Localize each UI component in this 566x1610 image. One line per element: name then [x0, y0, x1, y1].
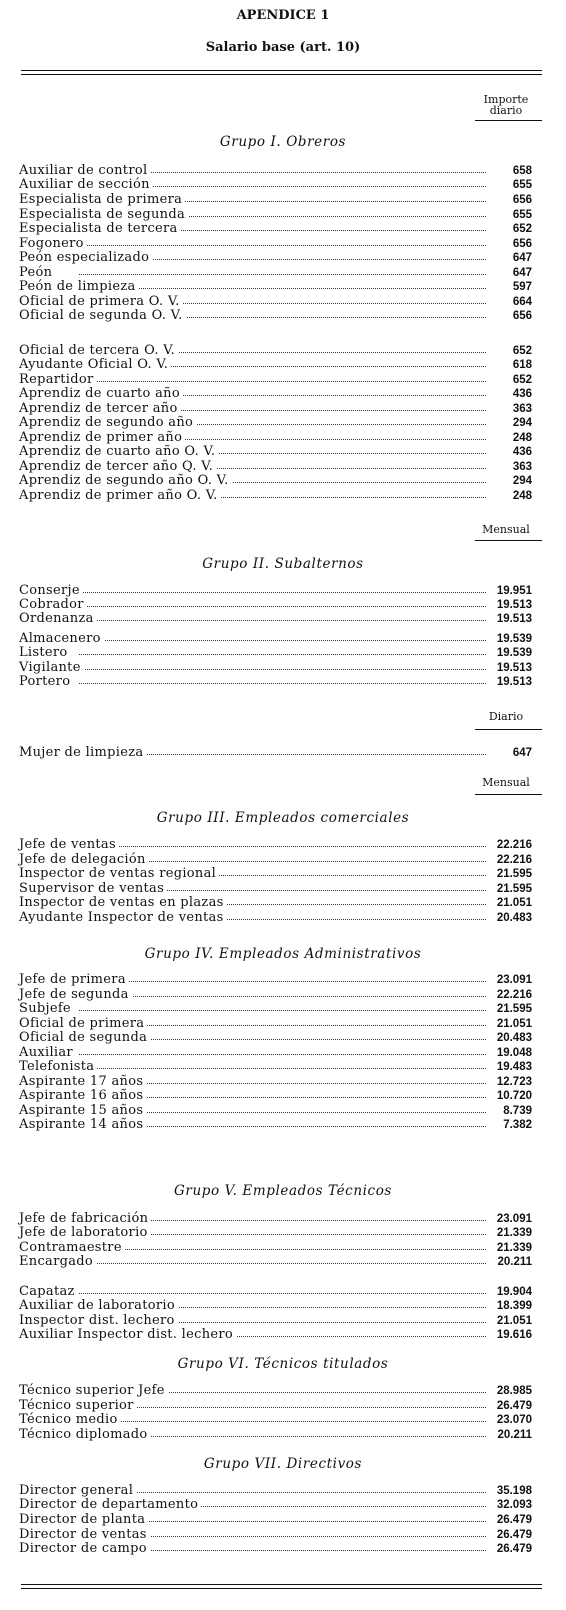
row-value: 652 — [512, 223, 532, 235]
table-row — [19, 237, 532, 251]
table-row — [19, 402, 532, 416]
row-label: Director de ventas — [19, 1528, 150, 1542]
row-label: Aprendiz de cuarto año O. V. — [19, 445, 218, 459]
dot-leader — [79, 606, 486, 607]
row-label: Vigilante — [19, 661, 84, 675]
row-value: 658 — [512, 165, 532, 177]
row-label: Telefonista — [19, 1060, 97, 1074]
row-value: 8.739 — [503, 1105, 532, 1117]
row-label: Director de departamento — [19, 1498, 201, 1512]
table-row — [19, 358, 532, 372]
row-value: 20.483 — [496, 912, 532, 924]
row-label: Mujer de limpieza — [19, 746, 146, 760]
column-header-rule — [475, 540, 542, 541]
row-value: 19.904 — [496, 1286, 532, 1298]
row-value: 618 — [512, 359, 532, 371]
row-label: Aspirante 15 años — [19, 1104, 146, 1118]
row-label: Oficial de segunda O. V. — [19, 309, 186, 323]
dot-leader — [79, 981, 486, 982]
row-value: 22.216 — [496, 989, 532, 1001]
table-row — [19, 222, 532, 236]
table-row — [19, 598, 532, 612]
column-header-mensual-1: Mensual — [482, 523, 530, 536]
table-row — [19, 295, 532, 309]
dot-leader — [79, 683, 486, 684]
table-row — [19, 1002, 532, 1016]
row-label: Jefe de primera — [19, 973, 129, 987]
row-value: 7.382 — [503, 1119, 532, 1131]
row-label: Peón de limpieza — [19, 280, 139, 294]
table-row — [19, 1118, 532, 1132]
row-value: 655 — [512, 209, 532, 221]
row-label: Ordenanza — [19, 612, 97, 626]
row-label: Aspirante 17 años — [19, 1075, 146, 1089]
row-label: Especialista de segunda — [19, 208, 188, 222]
table-row — [19, 1399, 532, 1413]
row-label: Repartidor — [19, 373, 97, 387]
row-label: Subjefe — [19, 1002, 74, 1016]
row-label: Auxiliar de control — [19, 164, 150, 178]
table-row — [19, 1513, 532, 1527]
row-label: Aprendiz de cuarto año — [19, 387, 183, 401]
row-value: 363 — [512, 461, 532, 473]
row-value: 19.539 — [496, 633, 532, 645]
row-value: 294 — [512, 417, 532, 429]
row-value: 26.479 — [496, 1529, 532, 1541]
row-label: Oficial de tercera O. V. — [19, 344, 178, 358]
row-value: 35.198 — [496, 1485, 532, 1497]
table-row — [19, 838, 532, 852]
row-label: Fogonero — [19, 237, 87, 251]
row-label: Auxiliar Inspector dist. lechero — [19, 1328, 236, 1342]
row-label: Director general — [19, 1484, 136, 1498]
table-row — [19, 178, 532, 192]
row-value: 20.483 — [496, 1032, 532, 1044]
row-value: 655 — [512, 179, 532, 191]
row-label: Técnico superior — [19, 1399, 137, 1413]
table-row — [19, 266, 532, 280]
row-value: 21.595 — [496, 1003, 532, 1015]
table-row — [19, 280, 532, 294]
table-row — [19, 1314, 532, 1328]
table-row — [19, 988, 532, 1002]
row-label: Jefe de fabricación — [19, 1212, 151, 1226]
table-row — [19, 1226, 532, 1240]
row-label: Aprendiz de tercer año Q. V. — [19, 460, 216, 474]
row-value: 363 — [512, 403, 532, 415]
row-label: Inspector dist. lechero — [19, 1314, 178, 1328]
row-value: 19.513 — [496, 662, 532, 674]
row-value: 19.483 — [496, 1061, 532, 1073]
row-label: Oficial de segunda — [19, 1031, 150, 1045]
row-value: 21.339 — [496, 1242, 532, 1254]
row-label: Aprendiz de segundo año O. V. — [19, 474, 232, 488]
column-header-rule — [475, 729, 542, 730]
row-value: 28.985 — [496, 1385, 532, 1397]
top-rule-2 — [21, 74, 542, 75]
table-row — [19, 1031, 532, 1045]
column-header-mensual-2: Mensual — [482, 776, 530, 789]
row-value: 10.720 — [496, 1090, 532, 1102]
group-heading-6: Grupo VI. Técnicos titulados — [177, 1356, 389, 1372]
dot-leader — [79, 1068, 486, 1069]
dot-leader — [79, 274, 486, 275]
dot-leader — [79, 1421, 486, 1422]
dot-leader — [79, 1492, 486, 1493]
row-value: 248 — [512, 490, 532, 502]
table-row — [19, 251, 532, 265]
row-value: 21.339 — [496, 1227, 532, 1239]
dot-leader — [79, 640, 486, 641]
row-label: Jefe de laboratorio — [19, 1226, 151, 1240]
table-row — [19, 1089, 532, 1103]
table-row — [19, 646, 532, 660]
row-value: 19.513 — [496, 613, 532, 625]
row-value: 436 — [512, 446, 532, 458]
row-value: 20.211 — [497, 1429, 532, 1441]
row-label: Ayudante Inspector de ventas — [19, 911, 227, 925]
group-heading-1: Grupo I. Obreros — [219, 134, 347, 150]
row-value: 19.048 — [496, 1047, 532, 1059]
row-label: Inspector de ventas regional — [19, 867, 219, 881]
row-label: Aprendiz de primer año — [19, 431, 185, 445]
row-label: Auxiliar de laboratorio — [19, 1299, 178, 1313]
top-rule-1 — [21, 70, 542, 71]
row-value: 21.051 — [496, 897, 532, 909]
row-value: 18.399 — [496, 1300, 532, 1312]
table-row — [19, 632, 532, 646]
table-row — [19, 867, 532, 881]
row-value: 248 — [512, 432, 532, 444]
row-label: Encargado — [19, 1255, 96, 1269]
row-value: 19.513 — [496, 599, 532, 611]
table-row — [19, 431, 532, 445]
dot-leader — [79, 1407, 486, 1408]
dot-leader — [79, 1263, 486, 1264]
dot-leader — [79, 1010, 486, 1011]
row-label: Capataz — [19, 1285, 78, 1299]
dot-leader — [79, 1293, 486, 1294]
table-row — [19, 1017, 532, 1031]
row-label: Auxiliar — [19, 1046, 76, 1060]
table-row — [19, 1498, 532, 1512]
table-row — [19, 1241, 532, 1255]
row-value: 21.051 — [496, 1018, 532, 1030]
group-heading-4: Grupo IV. Empleados Administrativos — [144, 946, 422, 962]
row-value: 23.091 — [496, 974, 532, 986]
table-row — [19, 584, 532, 598]
table-row — [19, 896, 532, 910]
table-row — [19, 193, 532, 207]
row-label: Aspirante 14 años — [19, 1118, 146, 1132]
dot-leader — [79, 846, 486, 847]
row-label: Especialista de primera — [19, 193, 185, 207]
table-row — [19, 489, 532, 503]
table-row — [19, 460, 532, 474]
row-value: 21.595 — [496, 883, 532, 895]
row-value: 664 — [512, 296, 532, 308]
group-heading-3: Grupo III. Empleados comerciales — [156, 810, 410, 826]
table-row — [19, 746, 532, 760]
table-row — [19, 1328, 532, 1342]
row-label: Jefe de delegación — [19, 853, 149, 867]
row-value: 19.616 — [496, 1329, 532, 1341]
column-header-rule — [475, 120, 542, 121]
row-value: 26.479 — [496, 1400, 532, 1412]
row-value: 22.216 — [496, 854, 532, 866]
row-value: 23.070 — [496, 1414, 532, 1426]
row-value: 652 — [512, 374, 532, 386]
table-row — [19, 416, 532, 430]
row-label: Portero — [19, 675, 73, 689]
group-heading-2: Grupo II. Subalternos — [202, 556, 364, 572]
row-label: Inspector de ventas en plazas — [19, 896, 227, 910]
row-label: Peón — [19, 266, 55, 280]
row-value: 436 — [512, 388, 532, 400]
row-label: Cobrador — [19, 598, 87, 612]
row-label: Técnico superior Jefe — [19, 1384, 168, 1398]
row-label: Técnico medio — [19, 1413, 121, 1427]
row-label: Director de planta — [19, 1513, 148, 1527]
row-label: Especialista de tercera — [19, 222, 181, 236]
table-row — [19, 882, 532, 896]
group-heading-5: Grupo V. Empleados Técnicos — [174, 1183, 392, 1199]
appendix-title: APENDICE 1 — [236, 8, 330, 23]
row-label: Jefe de ventas — [19, 838, 119, 852]
subtitle: Salario base (art. 10) — [205, 40, 361, 55]
table-row — [19, 661, 532, 675]
dot-leader — [79, 1054, 486, 1055]
row-value: 652 — [512, 345, 532, 357]
column-header-rule — [475, 794, 542, 795]
row-value: 19.539 — [496, 647, 532, 659]
table-row — [19, 973, 532, 987]
table-row — [19, 612, 532, 626]
row-value: 23.091 — [496, 1213, 532, 1225]
table-row — [19, 373, 532, 387]
dot-leader — [79, 288, 486, 289]
dot-leader — [79, 669, 486, 670]
table-row — [19, 675, 532, 689]
row-label: Conserje — [19, 584, 83, 598]
table-row — [19, 445, 532, 459]
table-row — [19, 1484, 532, 1498]
table-row — [19, 1384, 532, 1398]
table-row — [19, 208, 532, 222]
table-row — [19, 1060, 532, 1074]
row-label: Ayudante Oficial O. V. — [19, 358, 171, 372]
table-row — [19, 474, 532, 488]
row-label: Director de campo — [19, 1542, 150, 1556]
dot-leader — [79, 620, 486, 621]
row-label: Auxiliar de sección — [19, 178, 153, 192]
table-row — [19, 1528, 532, 1542]
table-row — [19, 1046, 532, 1060]
row-value: 26.479 — [496, 1543, 532, 1555]
dot-leader — [79, 996, 486, 997]
table-row — [19, 309, 532, 323]
table-row — [19, 1075, 532, 1089]
dot-leader — [79, 381, 486, 382]
row-value: 597 — [512, 281, 532, 293]
row-value: 20.211 — [497, 1256, 532, 1268]
group-heading-7: Grupo VII. Directivos — [203, 1456, 363, 1472]
column-header-diario: diario — [489, 104, 523, 117]
row-value: 32.093 — [496, 1499, 532, 1511]
row-value: 22.216 — [496, 839, 532, 851]
table-row — [19, 344, 532, 358]
row-label: Jefe de segunda — [19, 988, 132, 1002]
table-row — [19, 853, 532, 867]
column-header-diario-2: Diario — [488, 710, 524, 723]
row-value: 294 — [512, 475, 532, 487]
row-value: 647 — [512, 747, 532, 759]
table-row — [19, 1212, 532, 1226]
dot-leader — [79, 654, 486, 655]
table-row — [19, 1299, 532, 1313]
row-label: Aprendiz de tercer año — [19, 402, 181, 416]
bottom-rule-2 — [21, 1588, 542, 1589]
row-value: 19.513 — [496, 676, 532, 688]
bottom-rule-1 — [21, 1584, 542, 1585]
row-label: Aspirante 16 años — [19, 1089, 146, 1103]
row-label: Oficial de primera — [19, 1017, 147, 1031]
dot-leader — [79, 245, 486, 246]
row-label: Aprendiz de primer año O. V. — [19, 489, 221, 503]
table-row — [19, 164, 532, 178]
row-value: 647 — [512, 252, 532, 264]
row-value: 19.951 — [496, 585, 532, 597]
table-row — [19, 1413, 532, 1427]
row-value: 656 — [512, 310, 532, 322]
row-label: Peón especializado — [19, 251, 152, 265]
row-label: Oficial de primera O. V. — [19, 295, 183, 309]
column-header-importe: Importe — [483, 93, 529, 106]
dot-leader — [79, 592, 486, 593]
table-row — [19, 1285, 532, 1299]
row-label: Almacenero — [19, 632, 104, 646]
row-value: 656 — [512, 238, 532, 250]
row-label: Contramaestre — [19, 1241, 125, 1255]
row-label: Aprendiz de segundo año — [19, 416, 196, 430]
table-row — [19, 1542, 532, 1556]
row-value: 26.479 — [496, 1514, 532, 1526]
row-value: 21.595 — [496, 868, 532, 880]
row-value: 656 — [512, 194, 532, 206]
row-value: 12.723 — [496, 1076, 532, 1088]
table-row — [19, 1428, 532, 1442]
table-row — [19, 387, 532, 401]
row-label: Listero — [19, 646, 71, 660]
row-value: 21.051 — [496, 1315, 532, 1327]
row-value: 647 — [512, 267, 532, 279]
dot-leader — [79, 1249, 486, 1250]
table-row — [19, 911, 532, 925]
row-label: Técnico diplomado — [19, 1428, 151, 1442]
table-row — [19, 1255, 532, 1269]
row-label: Supervisor de ventas — [19, 882, 167, 896]
table-row — [19, 1104, 532, 1118]
